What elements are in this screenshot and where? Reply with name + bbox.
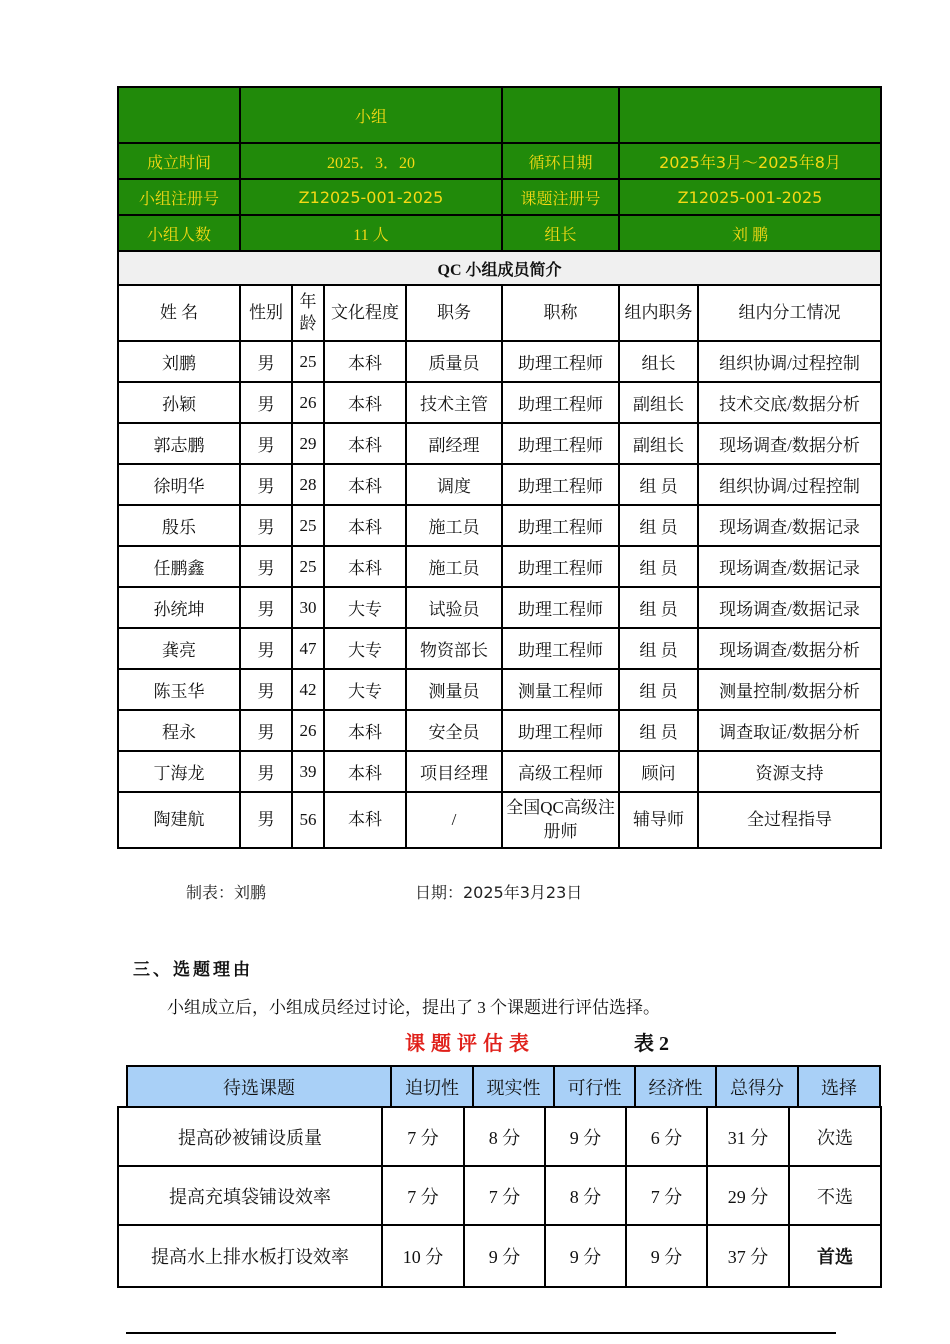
member-row <box>118 341 881 382</box>
member-duty: 资源支持 <box>698 751 881 792</box>
member-title: 助理工程师 <box>502 464 619 505</box>
member-age: 29 <box>292 423 324 464</box>
topic-reg-value: Z12025-001-2025 <box>619 179 881 215</box>
member-name: 陈玉华 <box>118 669 240 710</box>
member-duty: 组织协调/过程控制 <box>698 464 881 505</box>
candidate-topic: 提高水上排水板打设效率 <box>118 1225 382 1287</box>
member-gender: 男 <box>240 382 292 423</box>
group-title-row <box>118 87 881 143</box>
member-title: 助理工程师 <box>502 341 619 382</box>
member-gender: 男 <box>240 546 292 587</box>
member-title: 助理工程师 <box>502 546 619 587</box>
member-position: / <box>406 792 502 848</box>
qc-group-table <box>117 86 882 849</box>
member-age: 25 <box>292 341 324 382</box>
total-score: 29 分 <box>707 1166 789 1225</box>
member-position: 副经理 <box>406 423 502 464</box>
member-group-role: 组 员 <box>619 710 698 751</box>
member-age: 26 <box>292 382 324 423</box>
reality-score: 7 分 <box>464 1166 545 1225</box>
topic-reg-label: 课题注册号 <box>502 179 619 215</box>
member-gender: 男 <box>240 423 292 464</box>
established-row <box>118 143 881 179</box>
urgency-score: 7 分 <box>382 1166 464 1225</box>
member-name: 龚亮 <box>118 628 240 669</box>
member-row <box>118 792 881 848</box>
col-header-economy: 经济性 <box>635 1066 716 1107</box>
member-gender: 男 <box>240 710 292 751</box>
member-title: 助理工程师 <box>502 710 619 751</box>
member-name: 陶建航 <box>118 792 240 848</box>
member-name: 程永 <box>118 710 240 751</box>
choice: 次选 <box>789 1107 881 1166</box>
leader-label: 组长 <box>502 215 619 251</box>
member-age: 42 <box>292 669 324 710</box>
feasibility-score: 9 分 <box>545 1225 626 1287</box>
urgency-score: 10 分 <box>382 1225 464 1287</box>
member-education: 大专 <box>324 669 406 710</box>
evaluation-table-number: 表 2 <box>634 1033 669 1055</box>
group-title: 小组 <box>240 87 502 143</box>
member-age: 25 <box>292 505 324 546</box>
member-title: 助理工程师 <box>502 587 619 628</box>
member-title: 助理工程师 <box>502 628 619 669</box>
member-group-role: 组 员 <box>619 587 698 628</box>
member-gender: 男 <box>240 751 292 792</box>
total-score: 37 分 <box>707 1225 789 1287</box>
intro-paragraph: 小组成立后，小组成员经过讨论，提出了 3 个课题进行评估选择。 <box>167 998 660 1017</box>
member-education: 大专 <box>324 628 406 669</box>
member-position: 调度 <box>406 464 502 505</box>
member-row <box>118 382 881 423</box>
member-name: 孙统坤 <box>118 587 240 628</box>
col-header-reality: 现实性 <box>473 1066 554 1107</box>
member-education: 本科 <box>324 546 406 587</box>
member-row <box>118 669 881 710</box>
member-group-role: 组 员 <box>619 505 698 546</box>
member-position: 物资部长 <box>406 628 502 669</box>
member-age: 47 <box>292 628 324 669</box>
member-age: 39 <box>292 751 324 792</box>
member-gender: 男 <box>240 628 292 669</box>
member-education: 本科 <box>324 341 406 382</box>
member-gender: 男 <box>240 669 292 710</box>
member-education: 本科 <box>324 505 406 546</box>
members-title: QC 小组成员简介 <box>118 251 881 285</box>
member-name: 丁海龙 <box>118 751 240 792</box>
choice: 不选 <box>789 1166 881 1225</box>
page-divider <box>126 1332 836 1334</box>
established-label: 成立时间 <box>118 143 240 179</box>
col-header-choice: 选择 <box>798 1066 880 1107</box>
member-age: 30 <box>292 587 324 628</box>
member-education: 本科 <box>324 423 406 464</box>
evaluation-table <box>117 1106 882 1288</box>
member-age: 25 <box>292 546 324 587</box>
member-position: 试验员 <box>406 587 502 628</box>
established-value: 2025．3．20 <box>240 143 502 179</box>
member-duty: 组织协调/过程控制 <box>698 341 881 382</box>
evaluation-row <box>118 1225 881 1287</box>
feasibility-score: 9 分 <box>545 1107 626 1166</box>
leader-value: 刘 鹏 <box>619 215 881 251</box>
member-row <box>118 423 881 464</box>
evaluation-row <box>118 1107 881 1166</box>
member-position: 质量员 <box>406 341 502 382</box>
cycle-value: 2025年3月～2025年8月 <box>619 143 881 179</box>
member-gender: 男 <box>240 505 292 546</box>
member-duty: 现场调查/数据记录 <box>698 587 881 628</box>
member-duty: 测量控制/数据分析 <box>698 669 881 710</box>
economy-score: 9 分 <box>626 1225 707 1287</box>
member-row <box>118 751 881 792</box>
member-name: 郭志鹏 <box>118 423 240 464</box>
col-header-feasibility: 可行性 <box>554 1066 635 1107</box>
cycle-label: 循环日期 <box>502 143 619 179</box>
empty-cell <box>118 87 240 143</box>
member-group-role: 顾问 <box>619 751 698 792</box>
reality-score: 9 分 <box>464 1225 545 1287</box>
col-header-position: 职务 <box>406 285 502 341</box>
member-position: 施工员 <box>406 505 502 546</box>
choice-selected: 首选 <box>789 1225 881 1287</box>
member-row <box>118 587 881 628</box>
member-row <box>118 505 881 546</box>
member-age: 28 <box>292 464 324 505</box>
col-header-name: 姓 名 <box>118 285 240 341</box>
col-header-group-role: 组内职务 <box>619 285 698 341</box>
member-row <box>118 546 881 587</box>
member-group-role: 副组长 <box>619 382 698 423</box>
col-header-age: 年龄 <box>292 285 324 341</box>
economy-score: 7 分 <box>626 1166 707 1225</box>
member-name: 徐明华 <box>118 464 240 505</box>
member-name: 任鹏鑫 <box>118 546 240 587</box>
group-size-label: 小组人数 <box>118 215 240 251</box>
member-gender: 男 <box>240 464 292 505</box>
table-date: 日期：2025年3月23日 <box>415 883 583 902</box>
member-group-role: 组 员 <box>619 464 698 505</box>
member-gender: 男 <box>240 587 292 628</box>
member-title: 高级工程师 <box>502 751 619 792</box>
empty-cell <box>619 87 881 143</box>
registration-row <box>118 179 881 215</box>
member-position: 安全员 <box>406 710 502 751</box>
member-title: 测量工程师 <box>502 669 619 710</box>
group-size-value: 11 人 <box>240 215 502 251</box>
group-size-row <box>118 215 881 251</box>
col-header-urgency: 迫切性 <box>391 1066 473 1107</box>
member-duty: 现场调查/数据记录 <box>698 546 881 587</box>
col-header-topic: 待选课题 <box>127 1066 391 1107</box>
member-row <box>118 628 881 669</box>
group-reg-value: Z12025-001-2025 <box>240 179 502 215</box>
member-title: 助理工程师 <box>502 423 619 464</box>
member-group-role: 辅导师 <box>619 792 698 848</box>
evaluation-header-row <box>127 1066 880 1107</box>
economy-score: 6 分 <box>626 1107 707 1166</box>
member-title: 助理工程师 <box>502 382 619 423</box>
member-name: 殷乐 <box>118 505 240 546</box>
evaluation-table-header <box>126 1065 881 1108</box>
member-duty: 调查取证/数据分析 <box>698 710 881 751</box>
members-title-row <box>118 251 881 285</box>
member-group-role: 组长 <box>619 341 698 382</box>
col-header-education: 文化程度 <box>324 285 406 341</box>
member-age: 26 <box>292 710 324 751</box>
member-education: 本科 <box>324 382 406 423</box>
group-reg-label: 小组注册号 <box>118 179 240 215</box>
total-score: 31 分 <box>707 1107 789 1166</box>
members-header-row <box>118 285 881 341</box>
member-name: 孙颖 <box>118 382 240 423</box>
evaluation-row <box>118 1166 881 1225</box>
feasibility-score: 8 分 <box>545 1166 626 1225</box>
member-education: 大专 <box>324 587 406 628</box>
evaluation-caption: 课题评估表 <box>405 1033 535 1055</box>
member-age: 56 <box>292 792 324 848</box>
member-position: 技术主管 <box>406 382 502 423</box>
member-title: 助理工程师 <box>502 505 619 546</box>
col-header-duty: 组内分工情况 <box>698 285 881 341</box>
member-education: 本科 <box>324 792 406 848</box>
member-gender: 男 <box>240 792 292 848</box>
member-title: 全国QC高级注册师 <box>502 792 619 848</box>
candidate-topic: 提高充填袋铺设效率 <box>118 1166 382 1225</box>
member-row <box>118 710 881 751</box>
member-row <box>118 464 881 505</box>
member-duty: 现场调查/数据分析 <box>698 628 881 669</box>
section-heading: 三、选题理由 <box>133 960 253 979</box>
member-group-role: 组 员 <box>619 628 698 669</box>
member-duty: 技术交底/数据分析 <box>698 382 881 423</box>
col-header-title: 职称 <box>502 285 619 341</box>
member-position: 项目经理 <box>406 751 502 792</box>
member-education: 本科 <box>324 710 406 751</box>
candidate-topic: 提高砂被铺设质量 <box>118 1107 382 1166</box>
member-gender: 男 <box>240 341 292 382</box>
member-name: 刘鹏 <box>118 341 240 382</box>
member-duty: 全过程指导 <box>698 792 881 848</box>
member-group-role: 组 员 <box>619 546 698 587</box>
member-group-role: 副组长 <box>619 423 698 464</box>
urgency-score: 7 分 <box>382 1107 464 1166</box>
member-education: 本科 <box>324 464 406 505</box>
member-position: 施工员 <box>406 546 502 587</box>
table-maker: 制表：刘鹏 <box>186 883 267 902</box>
col-header-gender: 性别 <box>240 285 292 341</box>
empty-cell <box>502 87 619 143</box>
member-position: 测量员 <box>406 669 502 710</box>
member-group-role: 组 员 <box>619 669 698 710</box>
reality-score: 8 分 <box>464 1107 545 1166</box>
member-education: 本科 <box>324 751 406 792</box>
col-header-total: 总得分 <box>716 1066 798 1107</box>
member-duty: 现场调查/数据分析 <box>698 423 881 464</box>
member-duty: 现场调查/数据记录 <box>698 505 881 546</box>
